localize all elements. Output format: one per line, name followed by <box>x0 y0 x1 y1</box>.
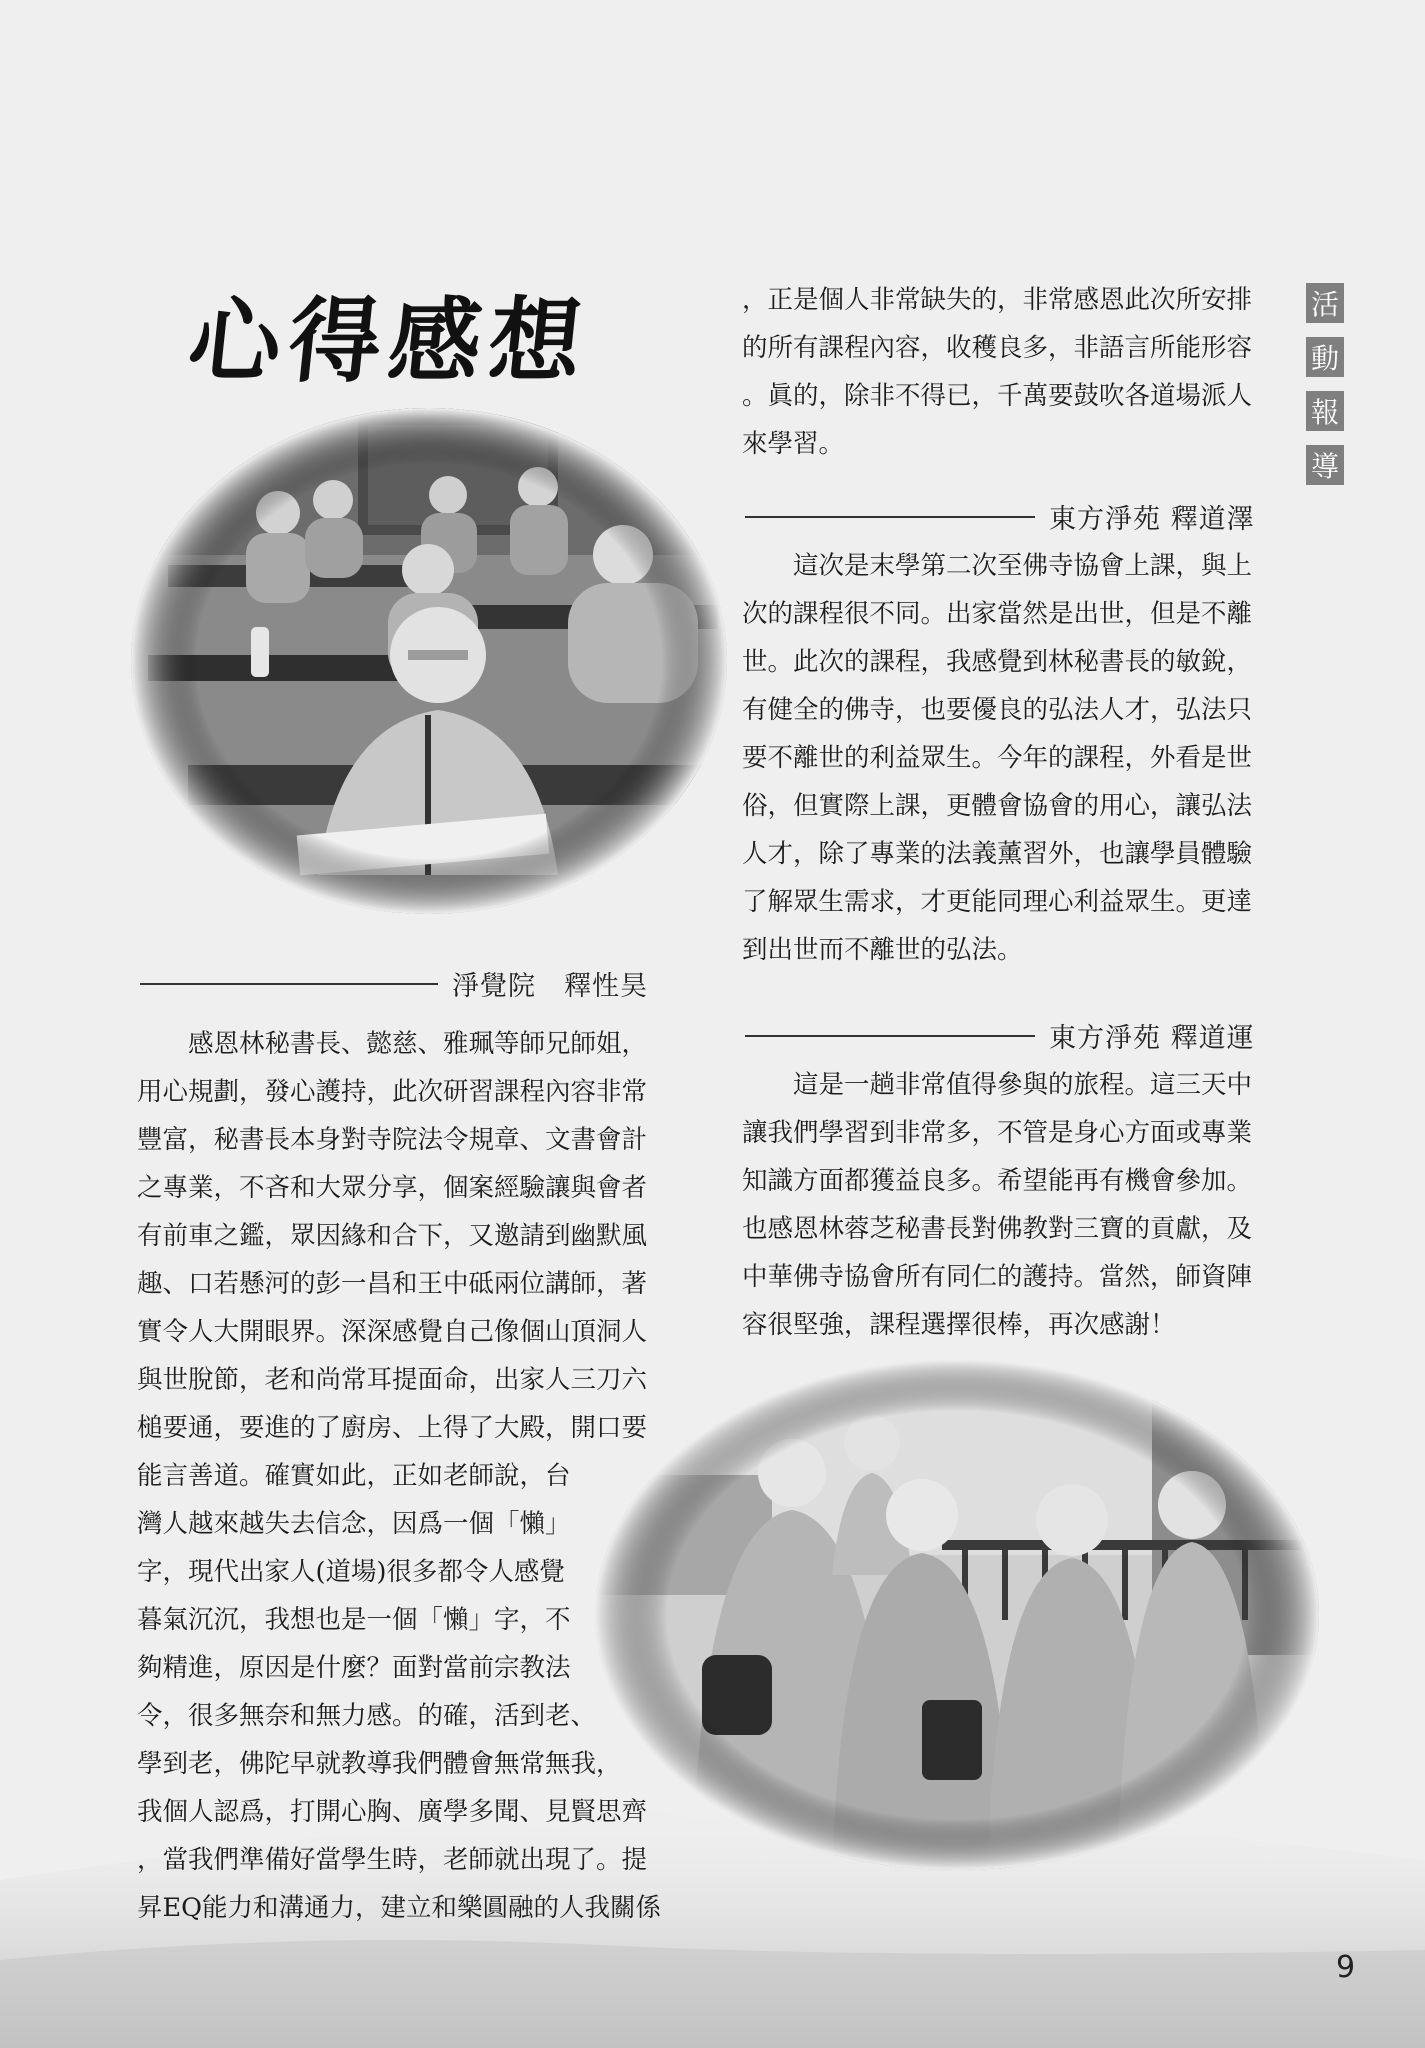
text-line: 人才，除了專業的法義薰習外，也讓學員體驗 <box>742 839 1253 869</box>
article-continuation <box>742 276 1252 468</box>
text-line: 令，很多無奈和無力感。的確，活到老、 <box>137 1701 597 1731</box>
text-line: 昇EQ能力和溝通力，建立和樂圓融的人我關係 <box>137 1893 662 1923</box>
text-line: 字，現代出家人(道場)很多都令人感覺 <box>137 1557 565 1587</box>
text-line: 實令人大開眼界。深深感覺自己像個山頂洞人 <box>137 1317 648 1347</box>
section-tab: 動 <box>1306 337 1344 377</box>
article-body-second <box>742 542 1252 974</box>
text-line: 次的課程很不同。出家當然是出世，但是不離 <box>742 599 1253 629</box>
text-line: 用心規劃，發心護持，此次研習課程內容非常 <box>137 1077 648 1107</box>
page-number: 9 <box>1336 1950 1356 1985</box>
text-line: ，當我們準備好當學生時，老師就出現了。提 <box>137 1845 648 1875</box>
text-line: 了解眾生需求，才更能同理心利益眾生。更達 <box>742 887 1253 917</box>
article-body-third <box>742 1061 1252 1349</box>
author-name: 東方淨苑 釋道澤 <box>1049 504 1255 535</box>
text-line: 之專業，不吝和大眾分享，個案經驗讓與會者 <box>137 1173 648 1203</box>
text-line: 俗，但實際上課，更體會協會的用心，讓弘法 <box>742 791 1253 821</box>
divider-rule <box>140 983 438 985</box>
text-line: 與世脫節，老和尚常耳提面命，出家人三刀六 <box>137 1365 648 1395</box>
section-tab: 導 <box>1306 445 1344 485</box>
text-line: 容很堅強，課程選擇很棒，再次感謝！ <box>742 1310 1176 1340</box>
author-signature <box>745 1016 1255 1055</box>
text-line: 灣人越來越失去信念，因爲一個「懶」 <box>137 1509 571 1539</box>
text-line: 這次是末學第二次至佛寺協會上課，與上 <box>742 551 1253 581</box>
text-line: 知識方面都獲益良多。希望能再有機會參加。 <box>742 1166 1253 1196</box>
author-name: 淨覺院 釋性昊 <box>452 971 648 1002</box>
section-tab: 活 <box>1306 283 1344 323</box>
text-line: 來學習。 <box>742 429 845 459</box>
text-line: 。眞的，除非不得已，千萬要鼓吹各道場派人 <box>742 381 1253 411</box>
text-line: 有前車之鑑，眾因緣和合下，又邀請到幽默風 <box>137 1221 648 1251</box>
section-tab: 報 <box>1306 391 1344 431</box>
text-line: 讓我們學習到非常多，不管是身心方面或專業 <box>742 1118 1253 1148</box>
divider-rule <box>745 516 1035 518</box>
text-line: ，正是個人非常缺失的，非常感恩此次所安排 <box>742 285 1253 315</box>
text-line: 要不離世的利益眾生。今年的課程，外看是世 <box>742 743 1253 773</box>
classroom-photo <box>128 405 730 917</box>
text-line: 夠精進，原因是什麼？面對當前宗教法 <box>137 1653 571 1683</box>
text-line: 中華佛寺協會所有同仁的護持。當然，師資陣 <box>742 1262 1253 1292</box>
article-body-first <box>137 1020 661 1932</box>
text-line: 槌要通，要進的了廚房、上得了大殿，開口要 <box>137 1413 648 1443</box>
text-line: 感恩林秘書長、懿慈、雅珮等師兄師姐， <box>137 1029 648 1059</box>
text-line: 到出世而不離世的弘法。 <box>742 935 1023 965</box>
text-line: 豐富，秘書長本身對寺院法令規章、文書會計 <box>137 1125 648 1155</box>
group-photo <box>592 1355 1322 1875</box>
text-line: 暮氣沉沉，我想也是一個「懶」字，不 <box>137 1605 571 1635</box>
divider-rule <box>745 1035 1035 1037</box>
text-line: 也感恩林蓉芝秘書長對佛教對三寶的貢獻，及 <box>742 1214 1253 1244</box>
text-line: 學到老，佛陀早就教導我們體會無常無我， <box>137 1749 622 1779</box>
text-line: 的所有課程內容，收穫良多，非語言所能形容 <box>742 333 1253 363</box>
text-line: 世。此次的課程，我感覺到林秘書長的敏銳， <box>742 647 1253 677</box>
author-name: 東方淨苑 釋道運 <box>1049 1023 1255 1054</box>
text-line: 趣、口若懸河的彭一昌和王中砥兩位講師，著 <box>137 1269 648 1299</box>
text-line: 有健全的佛寺，也要優良的弘法人才，弘法只 <box>742 695 1253 725</box>
text-line: 能言善道。確實如此，正如老師說，台 <box>137 1461 571 1491</box>
page-title: 心得感想 <box>183 287 595 395</box>
text-line: 我個人認爲，打開心胸、廣學多聞、見賢思齊 <box>137 1797 648 1827</box>
section-tabs <box>1306 283 1344 499</box>
author-signature <box>745 497 1255 536</box>
text-line: 這是一趟非常值得參與的旅程。這三天中 <box>742 1070 1253 1100</box>
author-signature <box>140 964 648 1003</box>
